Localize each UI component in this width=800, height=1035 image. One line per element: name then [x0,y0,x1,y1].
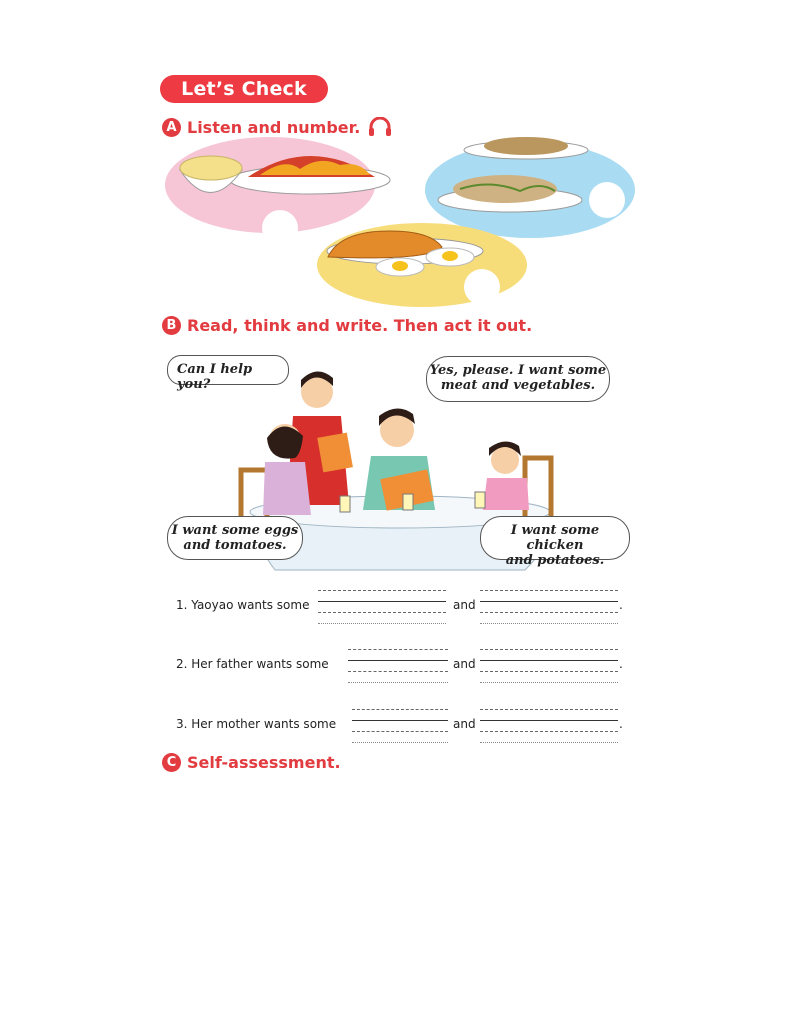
speech-bubble-mother [167,516,303,560]
answer-blank[interactable] [348,649,448,683]
answer-circle[interactable] [589,182,625,218]
section-c-heading [162,753,341,772]
section-a-badge: A [162,118,181,137]
bubble-text: I want some chicken [510,523,600,553]
food-pictures [160,135,640,310]
section-b-heading [162,316,532,335]
bubble-text: Yes, please. I want some [429,363,607,378]
question-2 [176,657,329,671]
answer-blank[interactable] [480,649,618,683]
answer-blank[interactable] [480,709,618,743]
sentence-end: . [619,598,623,612]
question-prompt: 1. Yaoyao wants some [176,598,310,612]
bubble-text: I want some eggs [171,523,299,538]
speech-bubble-father [426,356,610,402]
man-figure [363,408,435,510]
answer-circle[interactable] [464,269,500,305]
bubble-text: and tomatoes. [183,538,287,553]
answer-circle[interactable] [262,210,298,246]
answer-blank[interactable] [352,709,448,743]
sentence-end: . [619,717,623,731]
answer-blank[interactable] [318,590,446,624]
girl-figure [483,441,529,510]
page-title: Let’s Check [160,75,328,103]
bubble-text: Can I help you? [177,362,253,392]
conjunction: and [453,598,476,612]
section-c-badge: C [162,753,181,772]
question-3 [176,717,336,731]
bubble-text: and potatoes. [505,553,605,568]
section-a-heading [162,117,393,137]
question-prompt: 3. Her mother wants some [176,717,337,731]
headphones-icon[interactable] [367,117,393,137]
section-a-title: Listen and number. [187,117,361,137]
section-b-title: Read, think and write. Then act it out. [187,316,533,335]
answer-blank[interactable] [480,590,618,624]
question-1 [176,598,309,612]
bubble-text: meat and vegetables. [440,378,596,393]
speech-bubble-girl [480,516,630,568]
conjunction: and [453,657,476,671]
speech-bubble-waitress [167,355,289,392]
section-b-badge: B [162,316,181,335]
conjunction: and [453,717,476,731]
sentence-end: . [619,657,623,671]
section-c-title: Self-assessment. [187,753,341,772]
question-prompt: 2. Her father wants some [176,657,329,671]
